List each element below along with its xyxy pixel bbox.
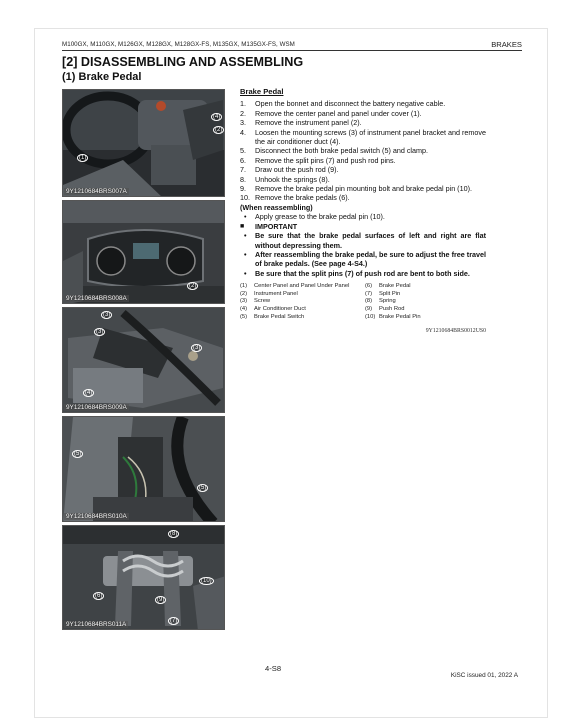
procedure-step (240, 128, 486, 147)
procedure-step (240, 193, 486, 202)
photo-air-duct (62, 307, 225, 413)
legend-item (240, 314, 365, 322)
page-number: 4-S8 (265, 664, 282, 673)
photo-brake-switch (62, 416, 225, 522)
legend-label: Instrument Panel (254, 290, 298, 297)
callout-label: (3) (103, 312, 111, 318)
legend-item (365, 283, 485, 291)
procedure-column (240, 87, 486, 337)
legend-item (240, 283, 365, 291)
important-item (240, 250, 486, 269)
step-number: 3. (240, 118, 246, 128)
procedure-step (240, 184, 486, 193)
legend-label: Spring (379, 298, 396, 305)
step-text: Remove the instrument panel (2). (255, 118, 362, 128)
step-number: 7. (240, 165, 246, 175)
legend-item (365, 314, 485, 322)
legend-number: (2) (240, 290, 248, 297)
section-title: [2] DISASSEMBLING AND ASSEMBLING (62, 55, 304, 69)
step-text: Disconnect the both brake pedal switch (5) and clamp. (255, 146, 428, 156)
legend-number: (4) (240, 305, 248, 312)
step-text: Draw out the push rod (9). (255, 165, 339, 175)
step-number: 8. (240, 174, 246, 184)
bullet-icon: • (244, 249, 247, 259)
procedure-step (240, 109, 486, 118)
step-number: 10. (240, 193, 250, 203)
step-text: Remove the split pins (7) and push rod pins. (255, 155, 396, 165)
legend-number: (1) (240, 283, 248, 290)
callout-label: (5) (74, 451, 82, 457)
bullet-icon: • (244, 268, 247, 278)
legend-number: (3) (240, 298, 248, 305)
legend-label: Brake Pedal Pin (379, 313, 421, 320)
legend-label: Brake Pedal Switch (254, 313, 305, 320)
procedure-step (240, 146, 486, 155)
procedure-step (240, 165, 486, 174)
callout-label: (4) (85, 390, 93, 396)
photo-caption: 9Y1210684BRS010A (66, 513, 127, 520)
legend-number: (7) (365, 290, 373, 297)
reference-code: 9Y1210684BRS0012US0 (425, 328, 486, 335)
photo-caption: 9Y1210684BRS008A (66, 295, 127, 302)
legend-number: (6) (365, 283, 373, 290)
important-label: IMPORTANT (255, 221, 298, 231)
sub-title: (1) Brake Pedal (62, 71, 142, 83)
callout-label: (10) (201, 578, 212, 584)
legend-label: Split Pin (379, 290, 401, 297)
legend-label: Push Rod (379, 305, 405, 312)
legend-number: (8) (365, 298, 373, 305)
important-text: After reassembling the brake pedal, be sure to adjust the free travel of brake pedals. (See page 4-S4.) (255, 249, 486, 269)
procedure-step (240, 156, 486, 165)
procedure-step (240, 118, 486, 127)
procedure-title: Brake Pedal (240, 87, 284, 96)
legend-number: (10) (365, 313, 376, 320)
legend-item (240, 306, 365, 314)
legend-item (365, 291, 485, 299)
reassembly-note-text: Apply grease to the brake pedal pin (10). (255, 212, 385, 222)
callout-label: (7) (170, 618, 178, 624)
important-item (240, 231, 486, 250)
legend-number: (9) (365, 305, 373, 312)
legend-label: Screw (254, 298, 271, 305)
step-text: Open the bonnet and disconnect the battery negative cable. (255, 99, 446, 109)
callout-label: (6) (95, 593, 103, 599)
important-item (240, 269, 486, 278)
important-text: Be sure that the split pins (7) of push rod are bent to both side. (255, 268, 470, 278)
header-models: M100GX, M110GX, M126GX, M128GX, M128GX-FS, M135GX, M135GX-FS, WSM (62, 41, 295, 48)
header-divider (62, 50, 522, 51)
step-number: 2. (240, 108, 246, 118)
step-text: Loosen the mounting screws (3) of instrument panel bracket and remove the air conditioner duct (4). (255, 127, 486, 147)
parts-legend (240, 283, 486, 321)
legend-label: Air Conditioner Duct (254, 305, 306, 312)
legend-item (365, 306, 485, 314)
square-bullet-icon: ■ (240, 222, 245, 230)
callout-label: (3) (193, 345, 201, 351)
important-text: Be sure that the brake pedal surfaces of left and right are flat without depressing them. (255, 231, 486, 250)
reassembly-note (240, 212, 486, 221)
step-text: Remove the brake pedal pin mounting bolt and brake pedal pin (10). (255, 184, 472, 194)
callout-label: (8) (170, 531, 178, 537)
step-text: Unhook the springs (8). (255, 174, 330, 184)
procedure-step (240, 175, 486, 184)
step-number: 1. (240, 99, 246, 109)
callout-label: (3) (96, 329, 104, 335)
photo-dashboard (62, 89, 225, 197)
legend-item (240, 291, 365, 299)
callout-label: (5) (199, 485, 207, 491)
legend-label: Brake Pedal (379, 283, 411, 290)
legend-label: Center Panel and Panel Under Panel (254, 283, 350, 290)
step-number: 5. (240, 146, 246, 156)
step-text: Remove the brake pedals (6). (255, 193, 350, 203)
photo-brake-pedal (62, 525, 225, 630)
important-heading (240, 222, 486, 231)
photo-caption: 9Y1210684BRS009A (66, 404, 127, 411)
step-text: Remove the center panel and panel under cover (1). (255, 108, 422, 118)
issue-note: KiSC issued 01, 2022 A (450, 672, 518, 679)
when-reassembling-heading: (When reassembling) (240, 202, 313, 212)
step-number: 6. (240, 155, 246, 165)
callout-label: (2) (189, 283, 197, 289)
step-number: 4. (240, 127, 246, 137)
procedure-step (240, 99, 486, 108)
bullet-icon: • (244, 212, 247, 222)
legend-number: (5) (240, 313, 248, 320)
callout-label: (9) (157, 597, 165, 603)
step-number: 9. (240, 184, 246, 194)
photo-caption: 9Y1210684BRS007A (66, 188, 127, 195)
photo-instrument-panel (62, 200, 225, 304)
callout-label: (1) (79, 155, 87, 161)
bullet-icon: • (244, 231, 247, 241)
photo-caption: 9Y1210684BRS011A (66, 621, 127, 628)
legend-item (240, 298, 365, 306)
callout-label: (4) (213, 114, 221, 120)
legend-item (365, 298, 485, 306)
header-section: BRAKES (491, 40, 522, 49)
callout-label: (2) (215, 127, 223, 133)
